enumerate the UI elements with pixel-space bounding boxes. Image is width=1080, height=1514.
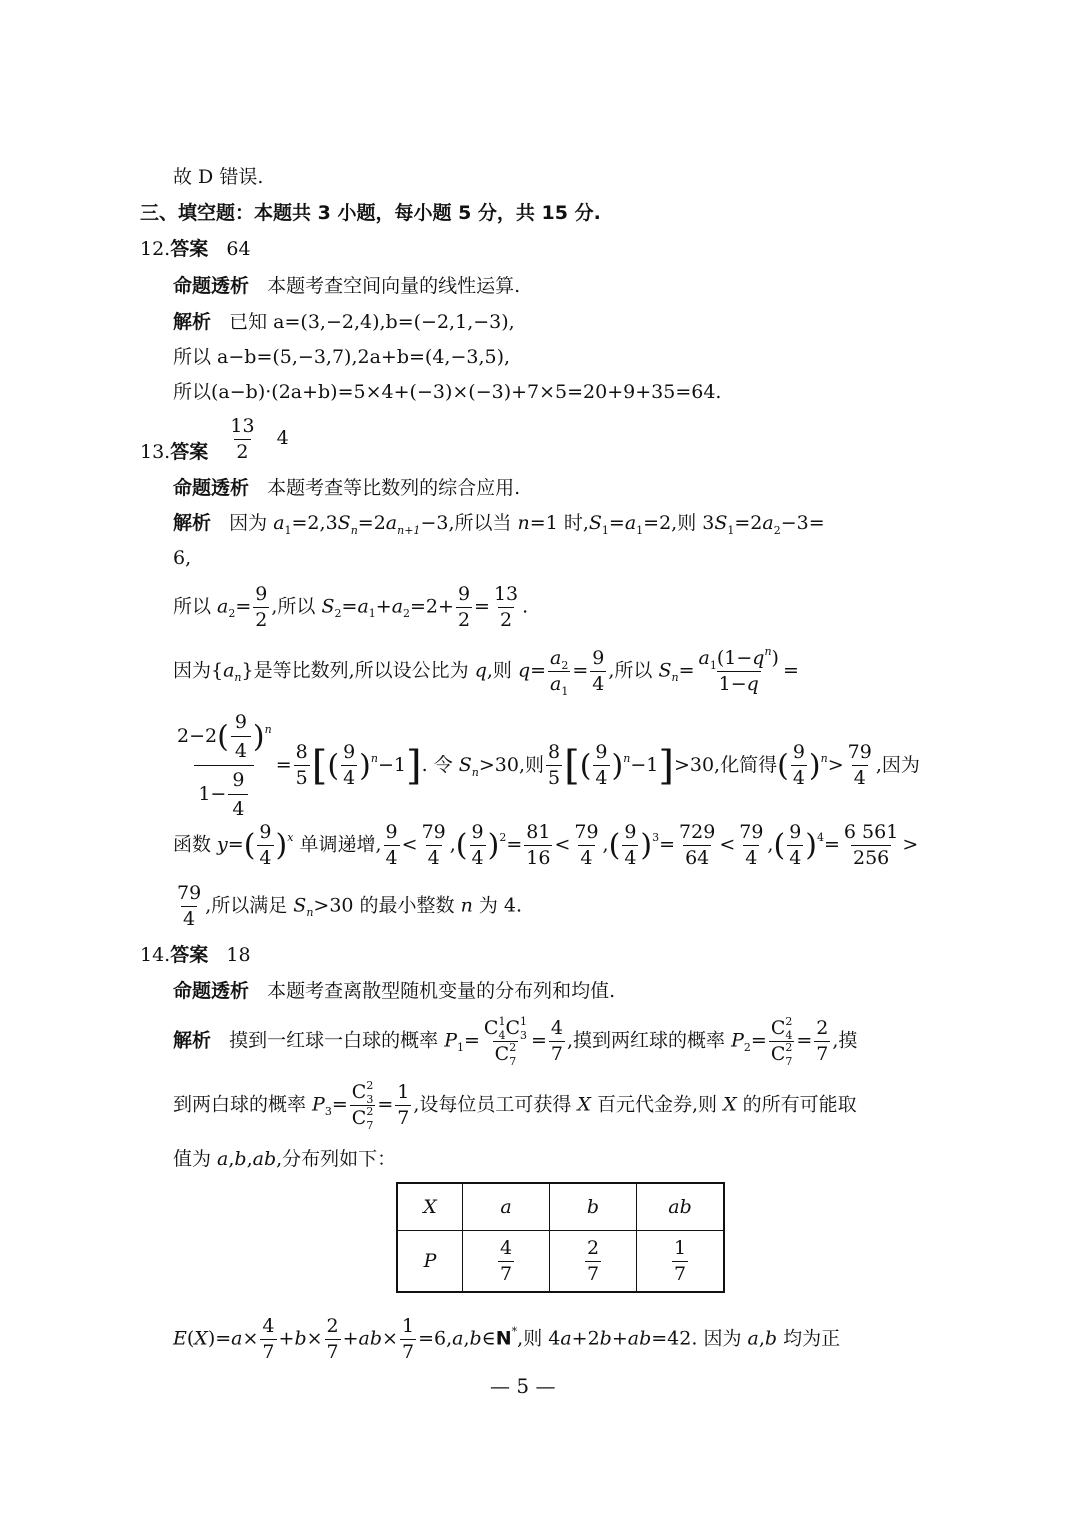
table-header-cell: X	[397, 1183, 463, 1231]
table-header-cell: b	[550, 1183, 637, 1231]
p14-answer-label: 答案	[170, 944, 209, 966]
p12-number: 12.	[140, 238, 171, 260]
p13-l3: 所以 $a_2=$ $\frac{9}{2}$ ,所以 $S_2=a_1+a_2=2+$ $\frac{9}{2}$ = $\frac{13}{2}$ .	[173, 583, 529, 631]
p13-topic-label: 命题透析	[173, 477, 250, 499]
table-row	[397, 1183, 724, 1231]
p12-analysis-l1	[173, 313, 515, 332]
table-cell: $\frac{2}{7}$	[550, 1231, 637, 1293]
distribution-table	[396, 1182, 725, 1293]
p14-l3: 值为 a,b,ab,分布列如下：	[173, 1148, 397, 1170]
p14-analysis-label: 解析	[173, 1029, 212, 1052]
p12-answer-line	[140, 240, 251, 259]
p14-answer-line	[140, 946, 251, 965]
p12-l1: 已知 a=(3,−2,4),b=(−2,1,−3),	[229, 311, 515, 333]
p13-answer-line	[140, 416, 289, 463]
p12-answer: 64	[226, 238, 251, 260]
p13-l1: 解析 因为 $a_1=2,3S_n=2a_{n+1}-3$,所以当 n=1 时$,S_1=a_1=2$,则 $3S_1=2a_2-3=$	[173, 512, 825, 537]
intro-line: 故 D 错误.	[173, 166, 264, 188]
p14-topic-line	[173, 982, 615, 1001]
p12-answer-label: 答案	[170, 238, 209, 260]
p14-topic-label: 命题透析	[173, 980, 250, 1002]
p13-l7: $\frac{79}{4}$ ,所以满足 $S_n>30$ 的最小整数 n 为 4.	[177, 882, 523, 930]
table-cell: $\frac{1}{7}$	[637, 1231, 725, 1293]
p13-topic: 本题考查等比数列的综合应用.	[267, 477, 521, 499]
p14-topic: 本题考查离散型随机变量的分布列和均值.	[267, 980, 616, 1002]
p13-topic-line	[173, 479, 520, 498]
p14-answer: 18	[226, 944, 251, 966]
p13-l2: 6,	[173, 547, 192, 569]
table-cell: $\frac{4}{7}$	[463, 1231, 550, 1293]
p12-topic-line	[173, 277, 520, 296]
table-header-cell: ab	[637, 1183, 725, 1231]
p14-l4: E(X)=a× $\frac{4}{7}$ +b× $\frac{2}{7}$ +ab× $\frac{1}{7}$ =6,a,b∈N*,则 4a+2b+ab=42. 因为 a,b 均为正	[173, 1315, 841, 1363]
p13-l5: 2−2( $\frac{9}{4}$ )$^n$ 1− $\frac{9}{4}$ = $\frac{8}{5}$ [( $\frac{9}{4}$ )$^n$−1]. 令 $S_n>30$,则 $\frac{8}{5}$ [( $\frac{9}{4}$ )$^n$−1]>30,化简得( $\frac{9}{4}$ )$^n$> $\frac{79}{4}$ ,因为	[177, 711, 920, 820]
table-row-label: P	[397, 1231, 463, 1293]
p12-topic: 本题考查空间向量的线性运算.	[267, 275, 521, 297]
p13-number: 13.	[140, 441, 171, 464]
p13-answer-fraction: $\frac{13}{2}$	[230, 415, 255, 463]
table-header-cell: a	[463, 1183, 550, 1231]
p14-l1: 解析 摸到一红球一白球的概率 $P_1=$ $\frac{C_4^1C_3^1}{C_7^2}$ = $\frac{4}{7}$ ,摸到两红球的概率 $P_2=$ $\frac{C_4^2}{C_7^2}$ = $\frac{2}{7}$ ,摸	[173, 1015, 858, 1068]
p14-number: 14.	[140, 944, 171, 966]
p12-l2: 所以 a−b=(5,−3,7),2a+b=(4,−3,5),	[173, 346, 511, 368]
page-number: — 5 —	[490, 1374, 556, 1398]
p13-l4: 因为$\{a_n\}$是等比数列,所以设公比为 q,则 q= $\frac{a_2}{a_1}$ = $\frac{9}{4}$ ,所以 $S_n=$ $\frac{a_1(1-q^n)}{1-q}$ =	[173, 645, 799, 698]
section-heading: 三、填空题：本题共 3 小题，每小题 5 分，共 15 分.	[140, 202, 601, 224]
table-row	[397, 1231, 724, 1293]
p13-l6: 函数 y=( $\frac{9}{4}$ )$^x$ 单调递增, $\frac{9}{4}$ < $\frac{79}{4}$ ,( $\frac{9}{4}$ )$^2$= $\frac{81}{16}$ < $\frac{79}{4}$ ,( $\frac{9}{4}$ )$^3$= $\frac{729}{64}$ < $\frac{79}{4}$ ,( $\frac{9}{4}$ )$^4$= $\frac{6 561}{256}$ >	[173, 821, 919, 869]
p13-answer2: 4	[276, 427, 289, 450]
p12-topic-label: 命题透析	[173, 275, 250, 297]
p13-answer-label: 答案	[170, 441, 209, 464]
p12-l3: 所以(a−b)·(2a+b)=5×4+(−3)×(−3)+7×5=20+9+35=64.	[173, 381, 722, 403]
p13-analysis-label: 解析	[173, 512, 212, 534]
p12-analysis-label: 解析	[173, 311, 212, 333]
p14-l2: 到两白球的概率 $P_3=$ $\frac{C_3^2}{C_7^2}$ = $\frac{1}{7}$ ,设每位员工可获得 X 百元代金券,则 X 的所有可能取	[173, 1079, 857, 1132]
